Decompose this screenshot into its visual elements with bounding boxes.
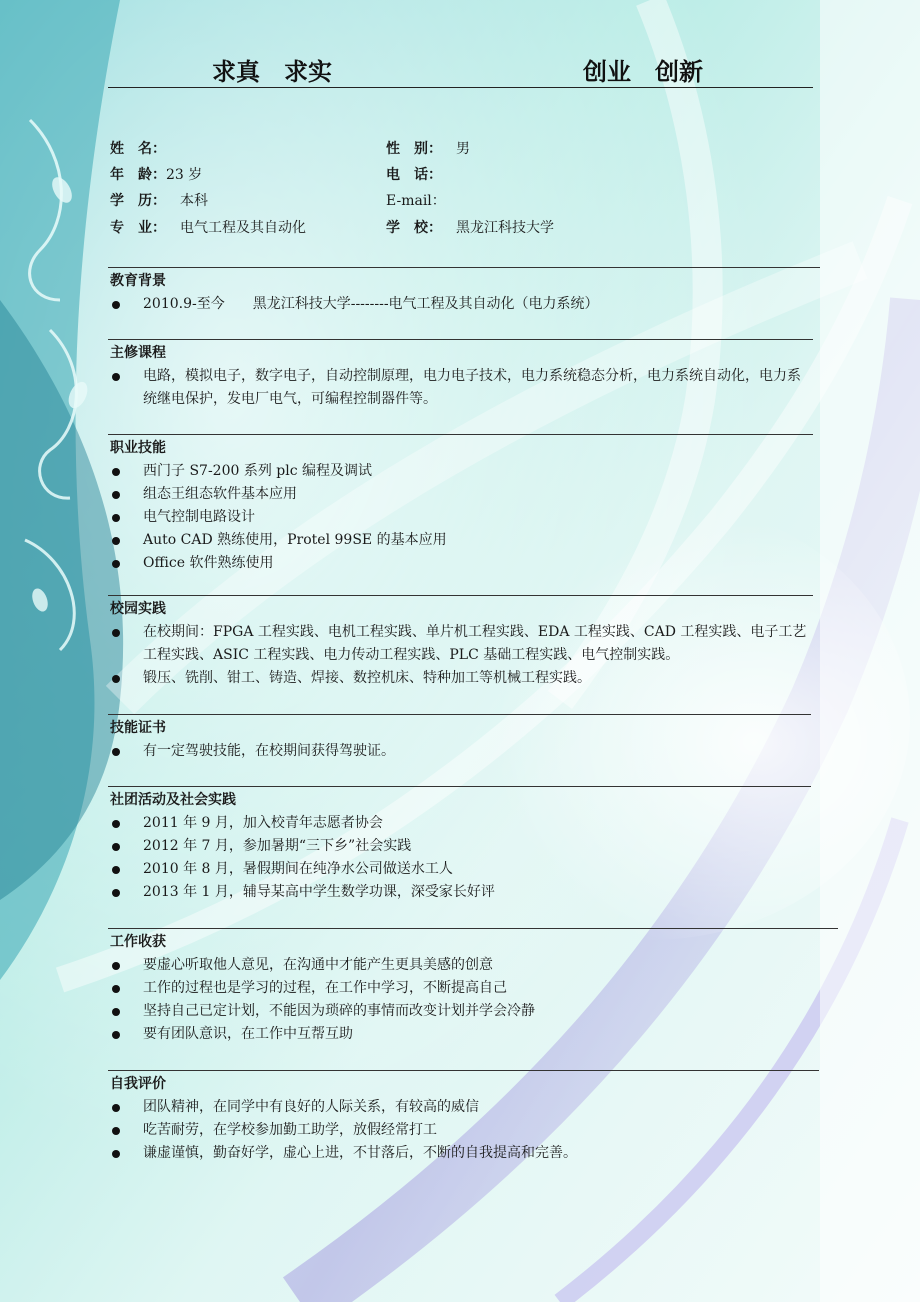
list-item xyxy=(110,1142,812,1165)
section-divider xyxy=(108,339,813,340)
list-item-text: 西门子 S7-200 系列 plc 编程及调试 xyxy=(143,463,373,479)
self-eval-list xyxy=(110,1096,812,1165)
practice-section-title: 校园实践 xyxy=(110,601,166,617)
section-divider xyxy=(108,928,838,929)
list-item-text: 在校期间：FPGA 工程实践、电机工程实践、单片机工程实践、EDA 工程实践、CAD 工程实践、电子工艺工程实践、ASIC 工程实践、电力传动工程实践、PLC 基础工程实践、电气控制实践。 xyxy=(143,624,807,663)
bullet-icon xyxy=(112,866,120,874)
list-item-text: 2011 年 9 月，加入校青年志愿者协会 xyxy=(143,815,383,831)
list-item-text: 锻压、铣削、钳工、铸造、焊接、数控机床、特种加工等机械工程实践。 xyxy=(143,670,591,686)
bullet-icon xyxy=(112,514,120,522)
name-label: 姓 名： xyxy=(110,141,166,157)
skills-section-title: 职业技能 xyxy=(110,440,166,456)
list-item xyxy=(110,954,812,977)
list-item-text: 2012 年 7 月，参加暑期“三下乡”社会实践 xyxy=(143,838,412,854)
bullet-icon xyxy=(112,537,120,545)
education-row xyxy=(110,192,208,210)
gains-section-title: 工作收获 xyxy=(110,934,166,950)
section-divider xyxy=(108,1070,819,1071)
bullet-icon xyxy=(112,675,120,683)
education-label: 学 历： xyxy=(110,193,166,209)
list-item-text: Office 软件熟练使用 xyxy=(143,555,274,571)
bullet-icon xyxy=(112,468,120,476)
list-item xyxy=(110,483,812,506)
list-item xyxy=(110,1119,812,1142)
section-divider xyxy=(108,786,811,787)
bullet-icon xyxy=(112,820,120,828)
list-item xyxy=(110,812,812,835)
list-item-text: 工作的过程也是学习的过程，在工作中学习，不断提高自己 xyxy=(143,980,507,996)
list-item xyxy=(110,552,812,575)
bullet-icon xyxy=(112,889,120,897)
header-divider xyxy=(108,87,813,88)
activities-section-title: 社团活动及社会实践 xyxy=(110,792,236,808)
list-item xyxy=(110,1096,812,1119)
age-label: 年 龄： xyxy=(110,167,166,183)
school-label: 学 校： xyxy=(386,220,442,236)
bullet-icon xyxy=(112,1150,120,1158)
list-item-text: 吃苦耐劳，在学校参加勤工助学，放假经常打工 xyxy=(143,1122,437,1138)
list-item xyxy=(110,977,812,1000)
bullet-icon xyxy=(112,491,120,499)
email-row xyxy=(386,192,460,210)
list-item xyxy=(110,1000,812,1023)
list-item xyxy=(110,529,812,552)
motto-right: 创业 创新 xyxy=(583,58,703,86)
major-row xyxy=(110,219,306,237)
list-item xyxy=(110,858,812,881)
gender-label: 性 别： xyxy=(386,141,442,157)
list-item xyxy=(110,835,812,858)
gains-list xyxy=(110,954,812,1046)
education-section-title: 教育背景 xyxy=(110,273,166,289)
list-item-text: 电路，模拟电子，数字电子，自动控制原理，电力电子技术，电力系统稳态分析，电力系统自动化，电力系统继电保护，发电厂电气，可编程控制器件等。 xyxy=(143,368,801,407)
list-item xyxy=(110,621,812,667)
section-divider xyxy=(108,434,813,435)
list-item-text: 2010.9-至今 黑龙江科技大学--------电气工程及其自动化（电力系统） xyxy=(143,296,599,312)
list-item xyxy=(110,365,812,411)
bullet-icon xyxy=(112,301,120,309)
list-item-text: 谦虚谨慎，勤奋好学，虚心上进，不甘落后，不断的自我提高和完善。 xyxy=(143,1145,577,1161)
bullet-icon xyxy=(112,1104,120,1112)
bullet-icon xyxy=(112,962,120,970)
gender-row xyxy=(386,140,470,158)
list-item xyxy=(110,1023,812,1046)
school-value: 黑龙江科技大学 xyxy=(456,220,554,236)
phone-row xyxy=(386,166,456,184)
education-list xyxy=(110,293,812,316)
education-value: 本科 xyxy=(180,193,208,209)
skills-list xyxy=(110,460,812,575)
list-item-text: 要虚心听取他人意见，在沟通中才能产生更具美感的创意 xyxy=(143,957,493,973)
list-item-text: 组态王组态软件基本应用 xyxy=(143,486,297,502)
age-value: 23 岁 xyxy=(166,167,203,183)
section-divider xyxy=(108,714,811,715)
bullet-icon xyxy=(112,1127,120,1135)
self-eval-section-title: 自我评价 xyxy=(110,1076,166,1092)
bullet-icon xyxy=(112,1008,120,1016)
list-item-text: 电气控制电路设计 xyxy=(143,509,255,525)
section-divider xyxy=(108,267,820,268)
list-item-text: 团队精神，在同学中有良好的人际关系，有较高的威信 xyxy=(143,1099,479,1115)
age-row xyxy=(110,166,202,184)
list-item xyxy=(110,881,812,904)
certificates-list xyxy=(110,740,812,763)
list-item-text: 要有团队意识，在工作中互帮互助 xyxy=(143,1026,353,1042)
list-item-text: 2010 年 8 月，暑假期间在纯净水公司做送水工人 xyxy=(143,861,453,877)
activities-list xyxy=(110,812,812,904)
list-item-text: Auto CAD 熟练使用，Protel 99SE 的基本应用 xyxy=(143,532,447,548)
list-item-text: 有一定驾驶技能，在校期间获得驾驶证。 xyxy=(143,743,395,759)
list-item-text: 2013 年 1 月，辅导某高中学生数学功课，深受家长好评 xyxy=(143,884,495,900)
list-item xyxy=(110,293,812,316)
gender-value: 男 xyxy=(456,141,470,157)
section-divider xyxy=(108,595,813,596)
name-row xyxy=(110,140,180,158)
courses-section-title: 主修课程 xyxy=(110,345,166,361)
bullet-icon xyxy=(112,985,120,993)
bullet-icon xyxy=(112,1031,120,1039)
bullet-icon xyxy=(112,373,120,381)
list-item xyxy=(110,740,812,763)
certificates-section-title: 技能证书 xyxy=(110,720,166,736)
phone-label: 电 话： xyxy=(386,167,442,183)
major-label: 专 业： xyxy=(110,220,166,236)
school-row xyxy=(386,219,554,237)
bullet-icon xyxy=(112,748,120,756)
list-item xyxy=(110,506,812,529)
motto-left: 求真 求实 xyxy=(212,58,332,86)
list-item xyxy=(110,667,812,690)
courses-list xyxy=(110,365,812,411)
bullet-icon xyxy=(112,843,120,851)
practice-list xyxy=(110,621,812,690)
list-item xyxy=(110,460,812,483)
bullet-icon xyxy=(112,629,120,637)
bullet-icon xyxy=(112,560,120,568)
list-item-text: 坚持自己已定计划，不能因为琐碎的事情而改变计划并学会冷静 xyxy=(143,1003,535,1019)
email-label: E-mail： xyxy=(386,193,446,209)
major-value: 电气工程及其自动化 xyxy=(180,220,306,236)
